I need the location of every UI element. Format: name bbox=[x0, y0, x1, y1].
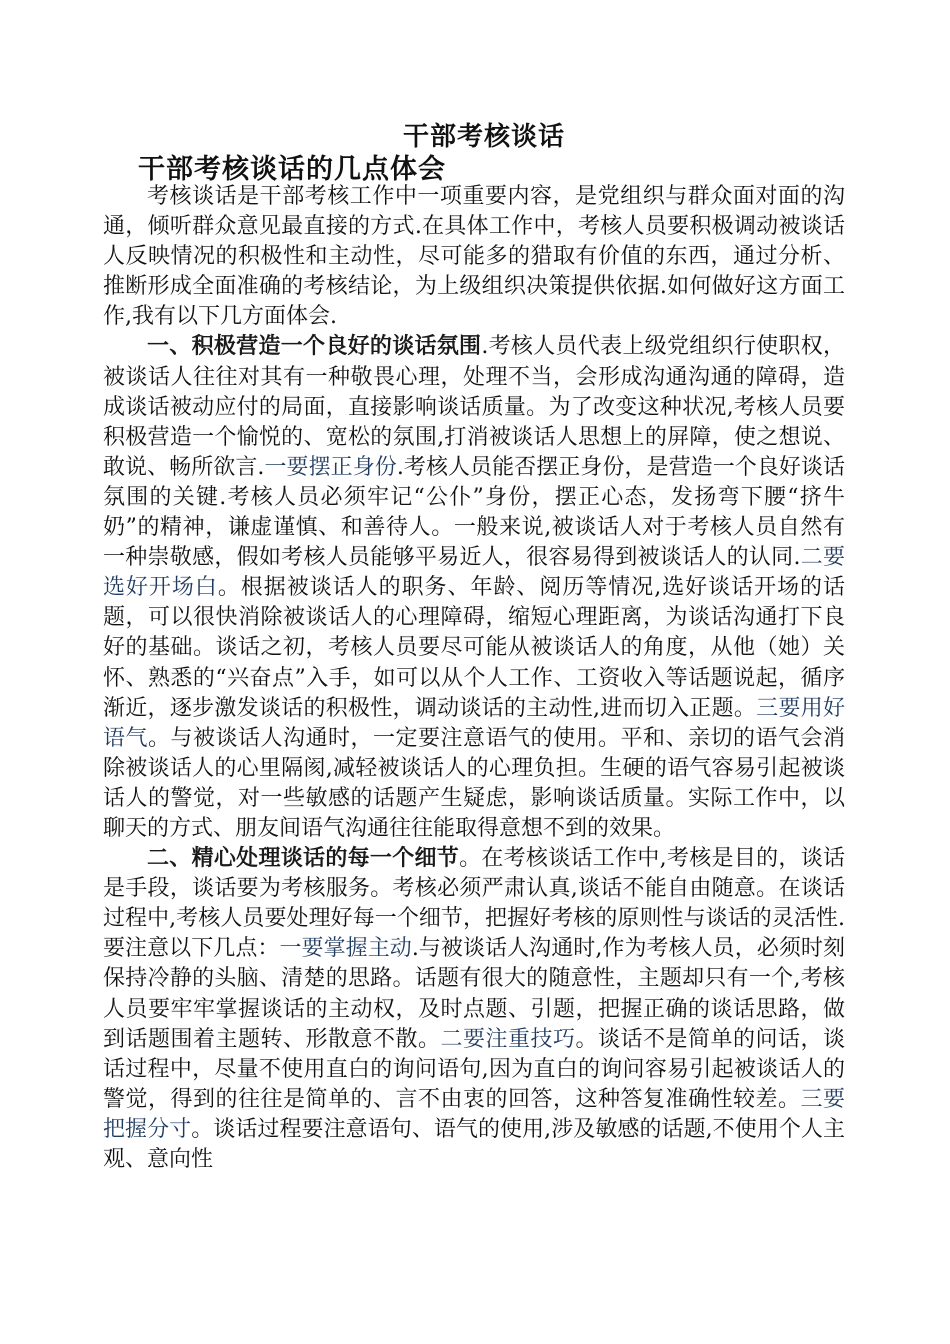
section-1-point-2: 二要选好开场白 bbox=[103, 545, 845, 601]
section-1-point-3: 三要用好语气 bbox=[103, 695, 845, 751]
document-body bbox=[103, 182, 845, 1175]
section-1-text-b: .考核人员能否摆正身份，是营造一个良好谈话氛围的关键.考核人员必须牢记“公仆”身份，摆正心态，发扬弯下腰“挤牛奶”的精神，谦虚谨慎、和善待人。一般来说,被谈话人对于考核人员自然有一种崇敬感，假如考核人员能够平易近人，很容易得到被谈话人的认同. bbox=[103, 454, 845, 571]
document-subtitle: 干部考核谈话的几点体会 bbox=[138, 154, 446, 185]
section-1-point-1: 一要摆正身份 bbox=[264, 454, 397, 480]
section-2-point-3: 三要把握分寸 bbox=[103, 1086, 845, 1142]
section-2-point-1: 一要掌握主动 bbox=[279, 936, 412, 962]
document-title: 干部考核谈话 bbox=[402, 122, 565, 152]
section-2-heading: 二、精心处理谈话的每一个细节 bbox=[147, 846, 460, 872]
section-2-point-2: 二要注重技巧 bbox=[440, 1026, 576, 1052]
section-1-paragraph bbox=[103, 332, 845, 844]
intro-paragraph: 考核谈话是干部考核工作中一项重要内容，是党组织与群众面对面的沟通，倾听群众意见最直接的方式.在具体工作中，考核人员要积极调动被谈话人反映情况的积极性和主动性，尽可能多的猎取有价值的东西，通过分析、推断形成全面准确的考核结论，为上级组织决策提供依据.如何做好这方面工作,我有以下几方面体会. bbox=[103, 184, 845, 330]
section-2-text-b: .与被谈话人沟通时,作为考核人员，必须时刻保持冷静的头脑、清楚的思路。话题有很大的随意性，主题却只有一个,考核人员要牢牢掌握谈话的主动权，及时点题、引题，把握正确的谈话思路，做到话题围着主题转、形散意不散。 bbox=[103, 936, 845, 1052]
section-2-text-a: 。在考核谈话工作中,考核是目的，谈话是手段，谈话要为考核服务。考核必须严肃认真,谈话不能自由随意。在谈话过程中,考核人员要处理好每一个细节，把握好考核的原则性与谈话的灵活性.要注意以下几点： bbox=[103, 846, 845, 962]
section-2-text-c: 。谈话不是简单的问话，谈话过程中，尽量不使用直白的询问语句,因为直白的询问容易引起被谈话人的警觉，得到的往往是简单的、言不由衷的回答，这种答复准确性较差。 bbox=[103, 1026, 845, 1112]
section-1-text-a: .考核人员代表上级党组织行使职权，被谈话人往往对其有一种敬畏心理，处理不当，会形成沟通沟通的障碍，造成谈话被动应付的局面，直接影响谈话质量。为了改变这种状况,考核人员要积极营造一个愉悦的、宽松的氛围,打消被谈话人思想上的屏障，使之想说、敢说、畅所欲言. bbox=[103, 334, 845, 480]
section-2-paragraph bbox=[103, 844, 845, 1175]
section-2-text-d: 。谈话过程要注意语句、语气的使用,涉及敏感的话题,不使用个人主观、意向性 bbox=[103, 1116, 845, 1172]
section-1-heading: 一、积极营造一个良好的谈话氛围 bbox=[147, 334, 482, 360]
section-1-text-c: 。根据被谈话人的职务、年龄、阅历等情况,选好谈话开场的话题，可以很快消除被谈话人的心理障碍，缩短心理距离，为谈话沟通打下良好的基础。谈话之初，考核人员要尽可能从被谈话人的角度，从他（她）关怀、熟悉的“兴奋点”入手，如可以从个人工作、工资收入等话题说起，循序渐近，逐步激发谈话的积极性，调动谈话的主动性,进而切入正题。 bbox=[103, 575, 845, 721]
section-1-text-d: 。与被谈话人沟通时，一定要注意语气的使用。平和、亲切的语气会消除被谈话人的心里隔阂,减轻被谈话人的心理负担。生硬的语气容易引起被谈话人的警觉，对一些敏感的话题产生疑虑，影响谈话质量。实际工作中，以聊天的方式、朋友间语气沟通往往能取得意想不到的效果。 bbox=[103, 725, 845, 841]
